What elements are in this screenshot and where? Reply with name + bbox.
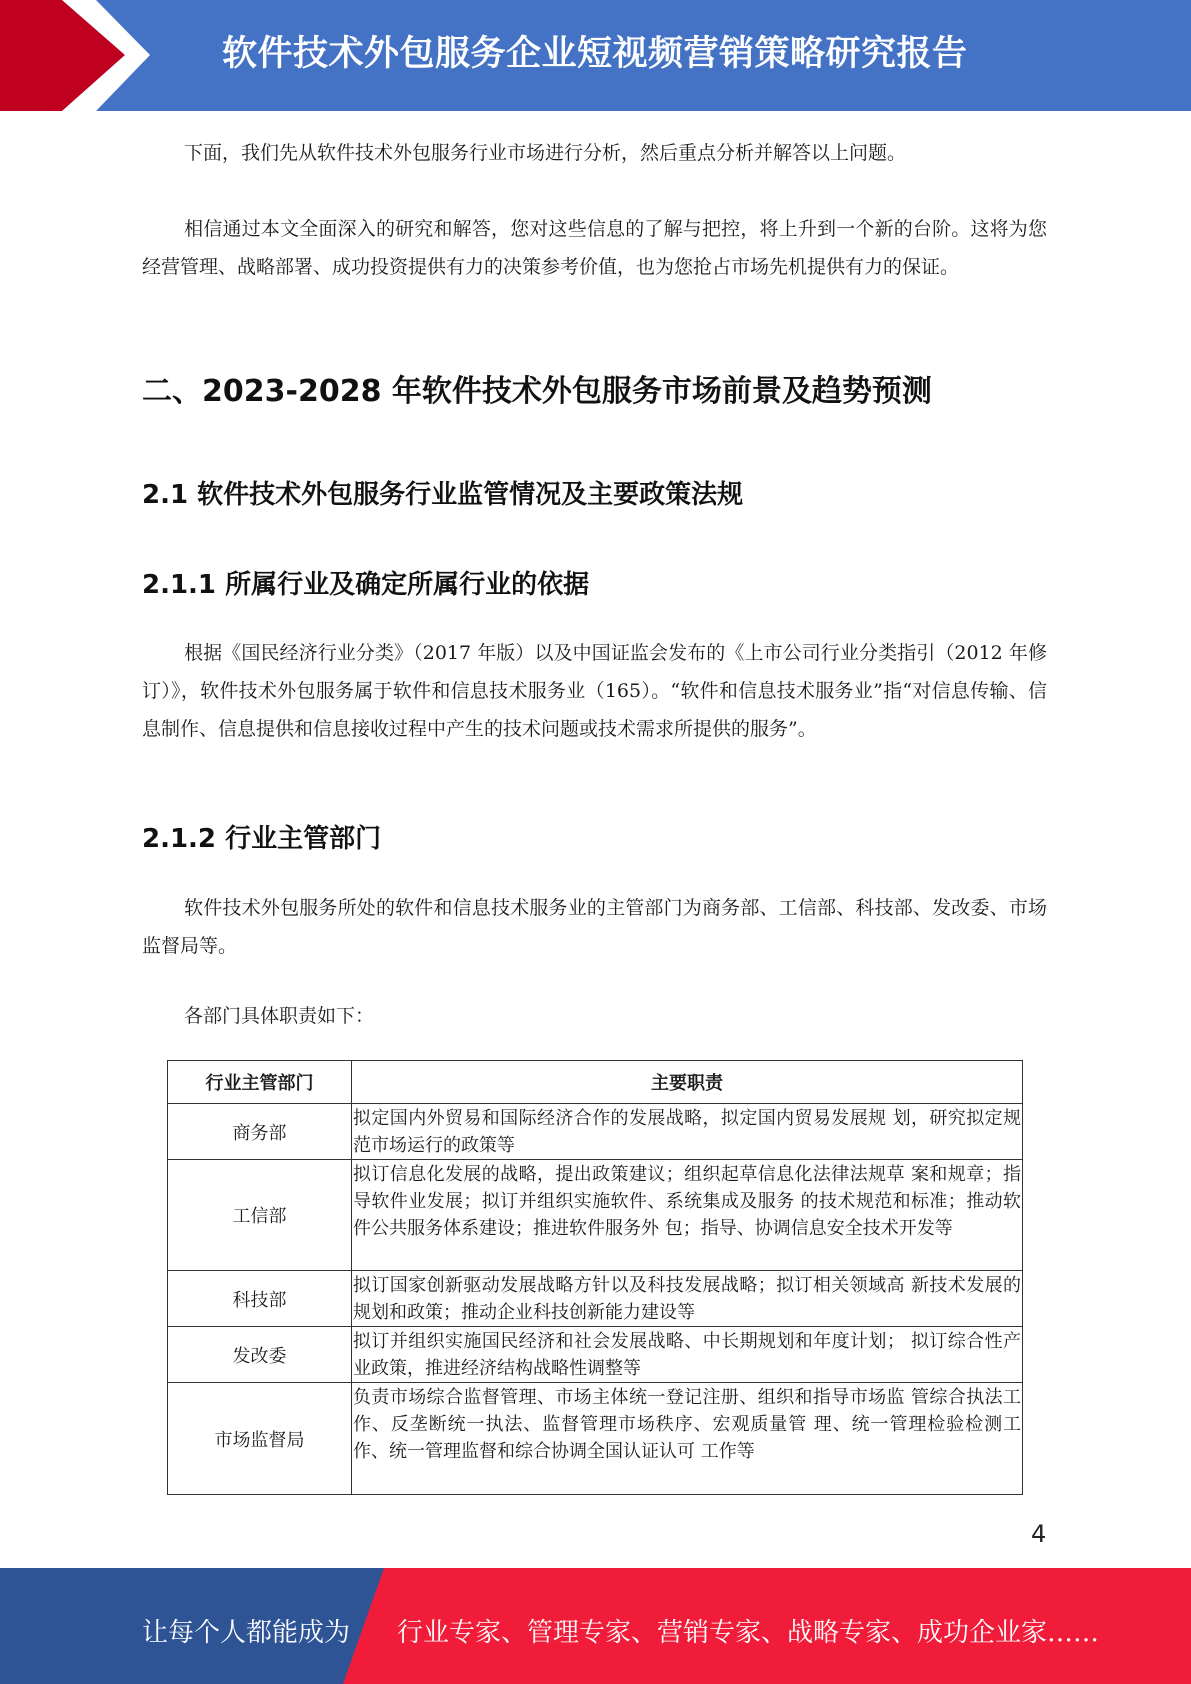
- table-cell-duty: 负责市场综合监督管理、市场主体统一登记注册、组织和指导市场监 管综合执法工作、反垄断统一执法、监督管理市场秩序、宏观质量管 理、统一管理检验检测工作、统一管理监督和综合协调全国认证认可 工作等: [352, 1383, 1023, 1495]
- section-2-1-1-paragraph: [142, 634, 1047, 748]
- section-2-1-2-paragraph: [142, 889, 1047, 965]
- table-cell-dept: 商务部: [168, 1104, 352, 1160]
- table-header-dept: 行业主管部门: [168, 1061, 352, 1104]
- section-2-heading: 二、2023-2028 年软件技术外包服务市场前景及趋势预测: [142, 374, 932, 409]
- intro-paragraph-1-text: 下面，我们先从软件技术外包服务行业市场进行分析，然后重点分析并解答以上问题。: [184, 142, 907, 164]
- table-row: [168, 1160, 1023, 1271]
- page-header: [0, 0, 1191, 111]
- table-lead-text: 各部门具体职责如下：: [184, 1005, 375, 1027]
- section-2-1-2-text: 软件技术外包服务所处的软件和信息技术服务业的主管部门为商务部、工信部、科技部、发改委、市场监督局等。: [142, 897, 1047, 957]
- section-2-1-1-heading: 2.1.1 所属行业及确定所属行业的依据: [142, 570, 590, 600]
- section-2-1-heading: 2.1 软件技术外包服务行业监管情况及主要政策法规: [142, 480, 744, 510]
- intro-paragraph-2: [142, 210, 1047, 286]
- table-row: [168, 1383, 1023, 1495]
- table-cell-duty: 拟订国家创新驱动发展战略方针以及科技发展战略；拟订相关领域高 新技术发展的规划和政策；推动企业科技创新能力建设等: [352, 1271, 1023, 1327]
- table-row: [168, 1327, 1023, 1383]
- table-cell-duty: 拟订并组织实施国民经济和社会发展战略、中长期规划和年度计划； 拟订综合性产业政策，推进经济结构战略性调整等: [352, 1327, 1023, 1383]
- page-number: 4: [1031, 1520, 1047, 1548]
- table-header-row: [168, 1061, 1023, 1104]
- header-title: 软件技术外包服务企业短视频营销策略研究报告: [222, 34, 968, 74]
- table-cell-dept: 发改委: [168, 1327, 352, 1383]
- department-duties-table: [167, 1060, 1023, 1495]
- footer-slogan-right: 行业专家、管理专家、营销专家、战略专家、成功企业家……: [397, 1618, 1100, 1648]
- table-row: [168, 1271, 1023, 1327]
- page-footer: [0, 1568, 1191, 1684]
- intro-paragraph-1: [142, 134, 1047, 172]
- footer-slogan-left: 让每个人都能成为: [142, 1618, 351, 1648]
- table-header-duty: 主要职责: [352, 1061, 1023, 1104]
- table-cell-dept: 市场监督局: [168, 1383, 352, 1495]
- table-cell-duty: 拟定国内外贸易和国际经济合作的发展战略，拟定国内贸易发展规 划，研究拟定规范市场运行的政策等: [352, 1104, 1023, 1160]
- table-cell-duty: 拟订信息化发展的战略，提出政策建议；组织起草信息化法律法规草 案和规章；指导软件业发展；拟订并组织实施软件、系统集成及服务 的技术规范和标准；推动软件公共服务体系建设；推进软件服务外 包；指导、协调信息安全技术开发等: [352, 1160, 1023, 1271]
- table-cell-dept: 工信部: [168, 1160, 352, 1271]
- table-lead-paragraph: [142, 997, 1047, 1035]
- table-cell-dept: 科技部: [168, 1271, 352, 1327]
- table-row: [168, 1104, 1023, 1160]
- intro-paragraph-2-text: 相信通过本文全面深入的研究和解答，您对这些信息的了解与把控，将上升到一个新的台阶。这将为您经营管理、战略部署、成功投资提供有力的决策参考价值，也为您抢占市场先机提供有力的保证。: [142, 218, 1047, 278]
- section-2-1-1-text: 根据《国民经济行业分类》（2017 年版）以及中国证监会发布的《上市公司行业分类指引（2012 年修订）》，软件技术外包服务属于软件和信息技术服务业（165）。“软件和信息技术服务业”指“对信息传输、信息制作、信息提供和信息接收过程中产生的技术问题或技术需求所提供的服务”。: [142, 642, 1047, 740]
- section-2-1-2-heading: 2.1.2 行业主管部门: [142, 824, 382, 854]
